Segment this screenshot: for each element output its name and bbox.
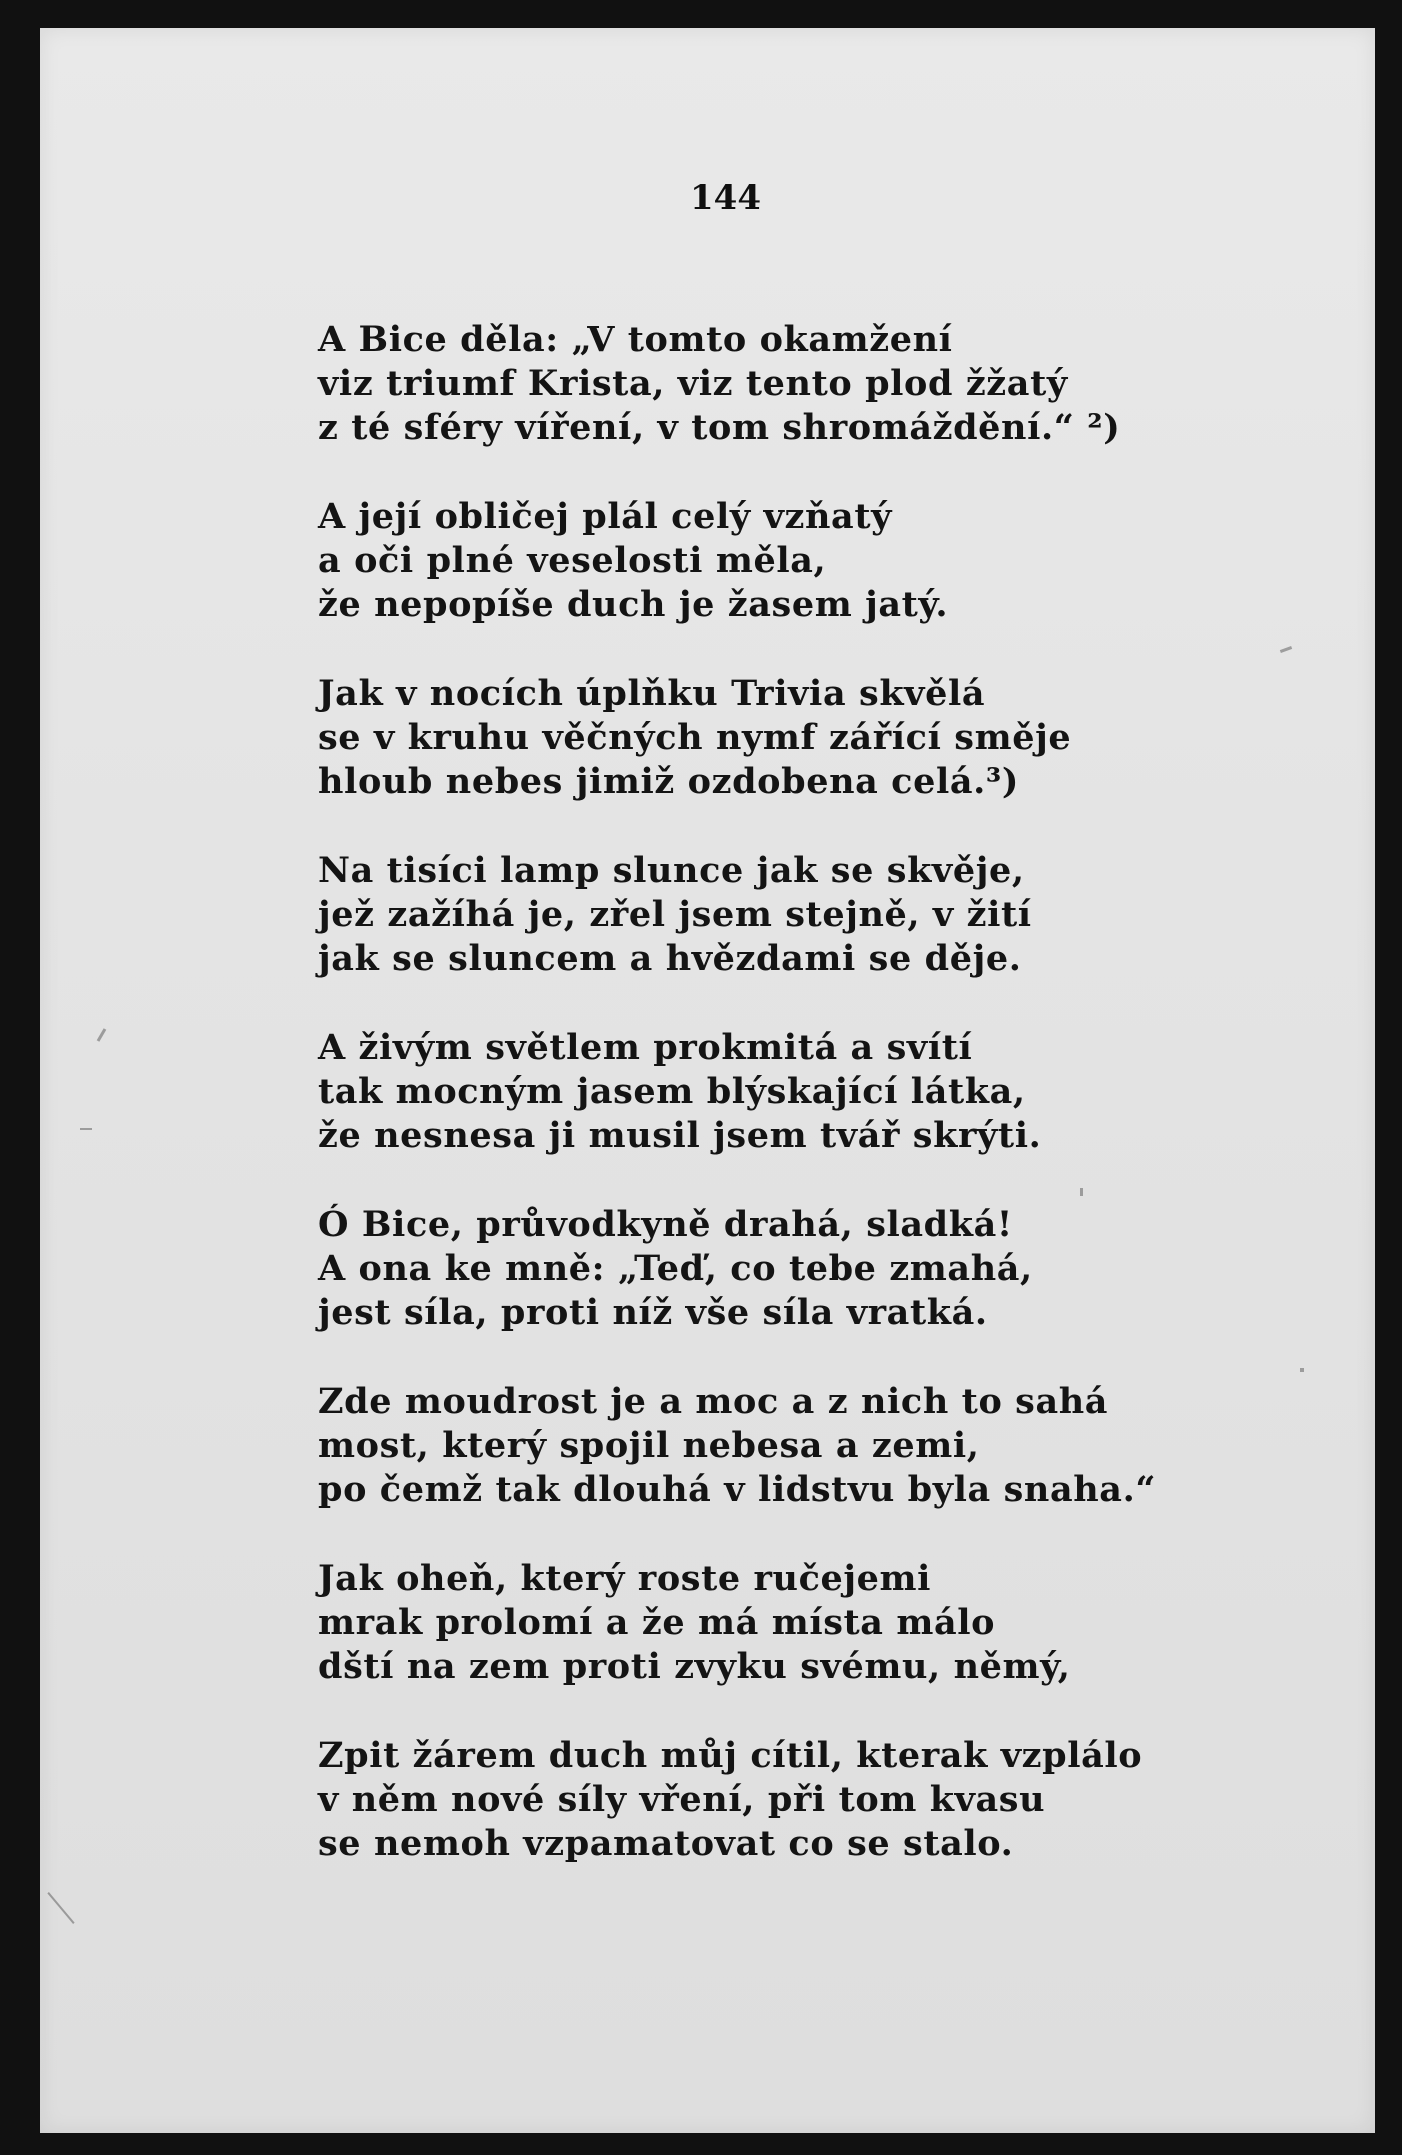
scan-speck xyxy=(97,1028,107,1042)
verse-line: Zde moudrost je a moc a z nich to sahá xyxy=(318,1381,1109,1422)
book-page xyxy=(40,28,1375,2133)
page-number: 144 xyxy=(690,178,761,218)
scan-speck xyxy=(1300,1368,1304,1372)
stanza xyxy=(318,1203,1218,1335)
verse-line: se v kruhu věčných nymf zářící směje xyxy=(318,717,1072,758)
scan-speck xyxy=(47,1892,74,1924)
verse-line: jež zažíhá je, zřel jsem stejně, v žití xyxy=(318,894,1032,935)
poem-text xyxy=(318,318,1218,1911)
verse-line: Jak oheň, který roste ručejemi xyxy=(318,1558,932,1599)
verse-line: v něm nové síly vření, při tom kvasu xyxy=(318,1779,1046,1820)
stanza xyxy=(318,1734,1218,1866)
verse-line: po čemž tak dlouhá v lidstvu byla snaha.“ xyxy=(318,1469,1157,1510)
stanza xyxy=(318,495,1218,627)
verse-line: Zpit žárem duch můj cítil, kterak vzplálo xyxy=(318,1735,1143,1776)
verse-line: Jak v nocích úplňku Trivia skvělá xyxy=(318,673,986,714)
verse-line: mrak prolomí a že má místa málo xyxy=(318,1602,996,1643)
scan-speck xyxy=(80,1128,92,1130)
verse-line: jak se sluncem a hvězdami se děje. xyxy=(318,938,1022,979)
stanza xyxy=(318,318,1218,450)
verse-line: dští na zem proti zvyku svému, němý, xyxy=(318,1646,1071,1687)
verse-line: A její obličej plál celý vzňatý xyxy=(318,496,893,537)
stanza xyxy=(318,672,1218,804)
stanza xyxy=(318,1380,1218,1512)
verse-line: A živým světlem prokmitá a svítí xyxy=(318,1027,973,1068)
verse-line: se nemoh vzpamatovat co se stalo. xyxy=(318,1823,1014,1864)
stanza xyxy=(318,1557,1218,1689)
verse-line: Ó Bice, průvodkyně drahá, sladká! xyxy=(318,1204,1013,1245)
verse-line: A Bice děla: „V tomto okamžení xyxy=(318,319,953,360)
verse-line: tak mocným jasem blýskající látka, xyxy=(318,1071,1026,1112)
verse-line: z té sféry víření, v tom shromáždění.“ ²) xyxy=(318,407,1121,448)
verse-line: že nepopíše duch je žasem jatý. xyxy=(318,584,949,625)
verse-line: A ona ke mně: „Teď, co tebe zmahá, xyxy=(318,1248,1033,1289)
verse-line: a oči plné veselosti měla, xyxy=(318,540,827,581)
stanza xyxy=(318,1026,1218,1158)
verse-line: jest síla, proti níž vše síla vratká. xyxy=(318,1292,988,1333)
verse-line: že nesnesa ji musil jsem tvář skrýti. xyxy=(318,1115,1042,1156)
verse-line: hloub nebes jimiž ozdobena celá.³) xyxy=(318,761,1020,802)
verse-line: viz triumf Krista, viz tento plod žžatý xyxy=(318,363,1068,404)
scan-speck xyxy=(1080,1188,1083,1196)
stanza xyxy=(318,849,1218,981)
scan-speck xyxy=(1280,646,1292,653)
verse-line: most, který spojil nebesa a zemi, xyxy=(318,1425,980,1466)
verse-line: Na tisíci lamp slunce jak se skvěje, xyxy=(318,850,1025,891)
